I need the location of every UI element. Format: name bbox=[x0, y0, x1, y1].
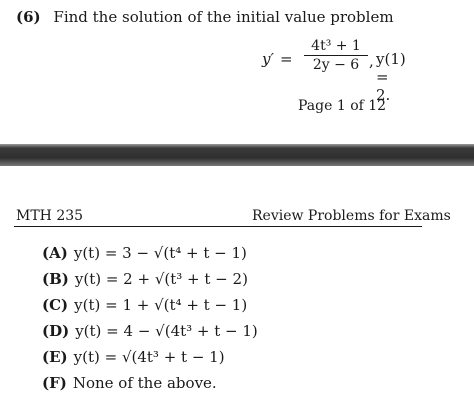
option-label: (E) bbox=[42, 348, 68, 366]
course-code: MTH 235 bbox=[16, 208, 84, 224]
option-text: None of the above. bbox=[72, 374, 217, 392]
document-title: Review Problems for Exams bbox=[252, 208, 451, 224]
answer-option bbox=[42, 296, 258, 322]
option-text: y(t) = 2 + √(t³ + t − 2) bbox=[74, 270, 248, 288]
fraction-numerator: 4t³ + 1 bbox=[304, 38, 368, 56]
option-text: y(t) = √(4t³ + t − 1) bbox=[73, 348, 225, 366]
page-divider bbox=[0, 144, 474, 166]
option-label: (B) bbox=[42, 270, 69, 288]
problem-prompt: Find the solution of the initial value problem bbox=[53, 8, 394, 26]
page-bottom bbox=[0, 166, 474, 404]
equation-equals: = bbox=[280, 50, 293, 68]
option-label: (A) bbox=[42, 244, 68, 262]
answer-option bbox=[42, 374, 258, 400]
option-label: (F) bbox=[42, 374, 67, 392]
equation-fraction bbox=[304, 38, 368, 73]
answer-option bbox=[42, 322, 258, 348]
problem-statement bbox=[16, 8, 394, 26]
option-text: y(t) = 1 + √(t⁴ + t − 1) bbox=[74, 296, 248, 314]
header-rule bbox=[14, 226, 422, 227]
page-number: Page 1 of 12 bbox=[298, 98, 387, 114]
answer-option bbox=[42, 244, 258, 270]
page-top bbox=[0, 0, 474, 144]
option-label: (D) bbox=[42, 322, 70, 340]
equation-lhs: y′ bbox=[262, 50, 274, 68]
fraction-denominator: 2y − 6 bbox=[312, 57, 360, 73]
problem-number: (6) bbox=[16, 8, 41, 26]
option-text: y(t) = 4 − √(4t³ + t − 1) bbox=[75, 322, 258, 340]
answer-options bbox=[42, 244, 258, 400]
answer-option bbox=[42, 270, 258, 296]
answer-option bbox=[42, 348, 258, 374]
equation-comma: , bbox=[369, 52, 374, 70]
initial-condition: y(1) = 2. bbox=[376, 50, 406, 104]
option-label: (C) bbox=[42, 296, 69, 314]
option-text: y(t) = 3 − √(t⁴ + t − 1) bbox=[73, 244, 247, 262]
